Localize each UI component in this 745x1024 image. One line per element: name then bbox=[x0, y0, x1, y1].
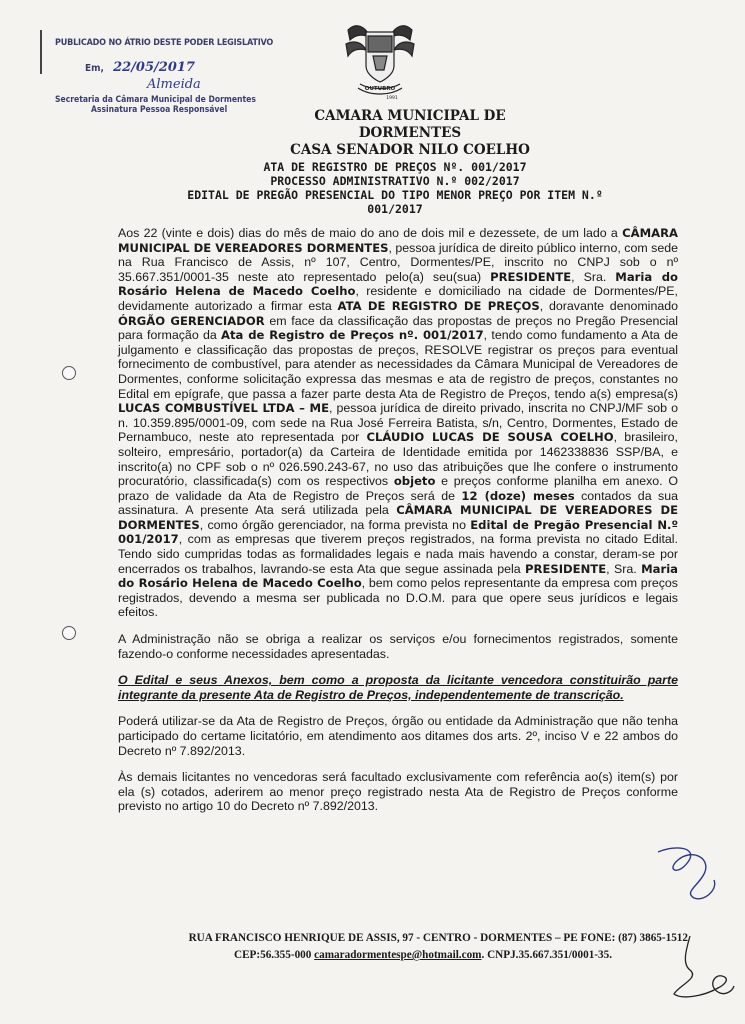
stamp-secretariat: Secretaria da Câmara Municipal de Dormentes bbox=[55, 95, 256, 105]
footer-cnpj: . CNPJ.35.667.351/0001-35. bbox=[481, 949, 612, 961]
document-titles bbox=[130, 160, 660, 216]
p1-text-2: , pessoa jurídica de direito público interno, com sede na Rua Francisco de Assis, nº 107, Centro, Dormentes/PE, inscrito no CNPJ sob o nº 35.667.351/0001-35 neste ato representado pelo(a) seu(sua) bbox=[118, 240, 678, 284]
stamp-date-label: Em, bbox=[85, 63, 104, 74]
margin-pen-mark bbox=[40, 30, 42, 74]
p1-text-15: , bem como pelos representante da empresa com preços registrados, devendo a mesma ser publicada no D.O.M. para que opere seus jurídicos e legais efeitos. bbox=[118, 576, 678, 620]
p1-bold-11: CÂMARA MUNICIPAL DE VEREADORES DE DORMENTES bbox=[118, 503, 678, 532]
stamp-responsible: Assinatura Pessoa Responsável bbox=[91, 105, 228, 115]
title-edital: EDITAL DE PREGÃO PRESENCIAL DO TIPO MENOR PREÇO POR ITEM N.º bbox=[187, 188, 603, 202]
p1-text-12: , como órgão gerenciador, na forma prevista no bbox=[199, 517, 471, 532]
p1-text-14: , Sra. bbox=[606, 561, 642, 576]
institution-name: CAMARA MUNICIPAL DE DORMENTES bbox=[314, 108, 506, 141]
paragraph-other-bidders: Às demais licitantes no vencedoras será facultado exclusivamente com referência ao(s) item(s) por ela (s) cotados, aderirem ao menor preço registrado nesta Ata de Registro de Preços conforme previsto no artigo 10 do Decreto nº 7.892/2013. bbox=[118, 770, 678, 814]
p1-text-9: , brasileiro, solteiro, empresário, portador(a) da Carteira de Identidade emitida por 1462338836 SSP/BA, e inscrito(a) no CPF sob o nº 026.590.243-67, no uso das atribuições que lhe confere o instrumento procuratório, classificada(s) com os respectivos bbox=[118, 430, 678, 489]
footer-address: RUA FRANCISCO HENRIQUE DE ASSIS, 97 - CENTRO - DORMENTES – PE FONE: (87) 3865-1512 bbox=[188, 932, 688, 944]
footer-cep: CEP:56.355-000 bbox=[234, 949, 312, 961]
footer-signature-icon bbox=[660, 930, 740, 1010]
p1-text-7: , tendo como fundamento a Ata de julgamento e classificação das propostas de preços, RESOLVE registrar os preços para eventual fornecimento de combustível, para atender as necessidades da Câmara Municipal de Vereadores de Dormentes, conforme solicitação expressa das mesmas e ata de registro de preços, constantes no Edital em epígrafe, que passa a fazer parte desta Ata de Registro de Preços, tendo a(s) empresa(s) bbox=[118, 328, 678, 401]
stamp-date-value: 22/05/2017 bbox=[113, 60, 195, 75]
p1-bold-13: PRESIDENTE bbox=[525, 561, 607, 576]
p1-bold-8: CLÁUDIO LUCAS DE SOUSA COELHO bbox=[366, 430, 614, 445]
document-body bbox=[118, 226, 678, 826]
p1-bold-12: Edital de Pregão Presencial N.º 001/2017 bbox=[118, 517, 678, 547]
p1-bold-5: ÓRGÃO GERENCIADOR bbox=[118, 313, 265, 328]
paragraph-edital-annexes: O Edital e seus Anexos, bem como a proposta da licitante vencedora constituirão parte integrante da presente Ata de Registro de Preços, independentemente de transcrição. bbox=[118, 673, 678, 702]
p1-text-1: Aos 22 (vinte e dois) dias do mês de maio do ano de dois mil e dezessete, de um lado a bbox=[118, 226, 623, 240]
footer-email-link[interactable]: camaradormentespe@hotmail.com bbox=[314, 949, 482, 961]
paragraph-main bbox=[118, 226, 678, 620]
paragraph-adhesion: Poderá utilizar-se da Ata de Registro de Preços, órgão ou entidade da Administração que não tenha participado do certame licitatório, em atendimento aos ditames dos arts. 2º, inciso V e 22 ambos do Decreto nº 7.892/2013. bbox=[118, 714, 678, 758]
p1-bold-1: CÂMARA MUNICIPAL DE VEREADORES DORMENTES bbox=[118, 226, 678, 255]
institution-house: CASA SENADOR NILO COELHO bbox=[290, 142, 530, 158]
crest-year-text: 1991 bbox=[386, 96, 398, 101]
initial-signature-icon bbox=[648, 840, 728, 910]
punch-hole-bottom bbox=[62, 626, 76, 640]
municipal-crest-icon bbox=[340, 22, 420, 104]
p1-bold-7: LUCAS COMBUSTÍVEL LTDA – ME bbox=[118, 401, 330, 416]
p1-text-5: , doravante denominado bbox=[539, 298, 679, 313]
punch-hole-top bbox=[62, 366, 76, 380]
title-processo: PROCESSO ADMINISTRATIVO N.º 002/2017 bbox=[270, 174, 520, 188]
p1-text-6: em face da classificação das propostas de preços no Pregão Presencial para formação da bbox=[118, 313, 678, 343]
stamp-date bbox=[85, 60, 280, 75]
p1-text-13: , com as empresas que tiverem preços registrados, na forma prevista no citado Edital. Tendo sido cumpridas todas as formalidades legais e nada mais havendo a constar, deram-se por encerrados os trabalhos, lavrando-se esta Ata que segue assinada pela bbox=[118, 532, 678, 576]
p1-bold-3: Maria do Rosário Helena de Macedo Coelho bbox=[118, 269, 678, 299]
publication-stamp bbox=[55, 38, 280, 115]
crest-band-text: OUTUBRO bbox=[364, 86, 396, 92]
p1-bold-9: objeto bbox=[393, 474, 436, 489]
p1-bold-6: Ata de Registro de Preços nº. 001/2017 bbox=[221, 328, 484, 343]
paragraph-administration: A Administração não se obriga a realizar os serviços e/ou fornecimentos registrados, somente fazendo-o conforme necessidades apresentadas. bbox=[118, 632, 678, 661]
p1-text-3: , Sra. bbox=[571, 269, 616, 284]
p1-bold-4: ATA DE REGISTRO DE PREÇOS bbox=[337, 298, 540, 313]
p1-text-11: contados da sua assinatura. A presente Ata será utilizada pela bbox=[118, 488, 678, 518]
p1-bold-14: Maria do Rosário Helena de Macedo Coelho bbox=[118, 561, 678, 591]
p1-text-4: , residente e domiciliado na cidade de Dormentes/PE, devidamente autorizado a firmar esta bbox=[118, 284, 678, 313]
p1-text-8: , pessoa jurídica de direito privado, inscrita no CNPJ/MF sob o n. 10.359.895/0001-09, com sede na Rua José Ferreira Batista, s/n, Centro, Dormentes, Estado de Pernambuco, neste ato representada por bbox=[118, 401, 678, 445]
stamp-heading: PUBLICADO NO ÁTRIO DESTE PODER LEGISLATIVO bbox=[55, 38, 274, 48]
p1-bold-10: 12 (doze) meses bbox=[461, 488, 575, 503]
stamp-signature: Almeida bbox=[147, 77, 201, 92]
title-edital-number: 001/2017 bbox=[367, 202, 423, 216]
page-footer bbox=[128, 930, 688, 964]
p1-text-10: e preços conforme planilha em anexo. O prazo de validade da Ata de Registro de Preços será de bbox=[118, 474, 678, 503]
footer-contact bbox=[158, 947, 688, 964]
title-ata: ATA DE REGISTRO DE PREÇOS Nº. 001/2017 bbox=[263, 160, 527, 174]
institution-header bbox=[270, 108, 550, 159]
p1-bold-2: PRESIDENTE bbox=[490, 269, 572, 284]
